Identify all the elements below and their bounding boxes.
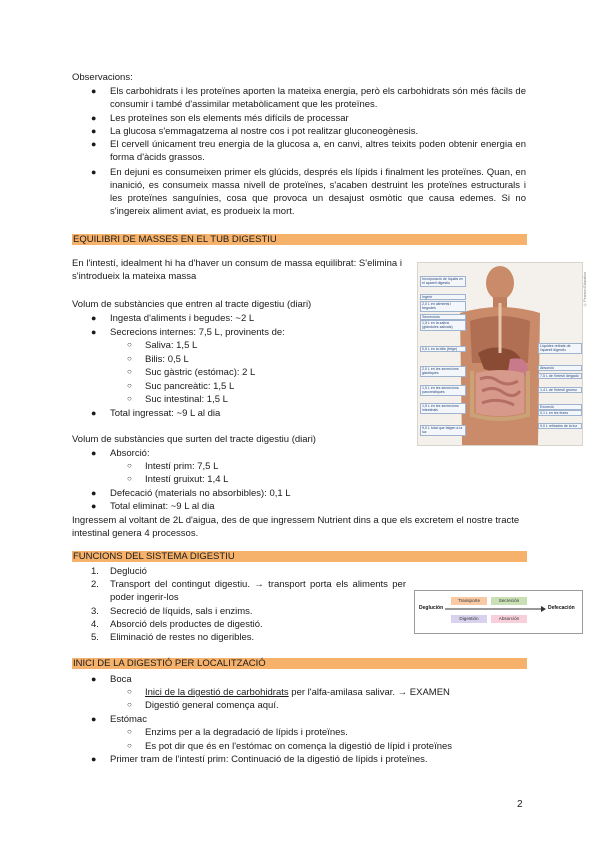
entrada-title: Volum de substàncies que entren al tracte digestiu (diari) bbox=[72, 299, 312, 310]
bullet-dot: ● bbox=[91, 113, 97, 123]
observacio-4: El cervell únicament treu energia de la glucosa a, en canvi, altres teixits poden obtenir energia en forma d'àcids grassos. bbox=[110, 139, 526, 163]
list-number: 2. bbox=[91, 579, 99, 590]
saliva-item: Saliva: 1,5 L bbox=[145, 340, 198, 351]
section1-intro: En l'intestí, idealment hi ha d'haver un consum de massa equilibrat: S'elimina i s'introdueix la mateixa massa bbox=[72, 258, 402, 282]
bullet-dot: ● bbox=[91, 501, 97, 511]
section-heading-inici: INICI DE LA DIGESTIÓ PER LOCALITZACIÓ bbox=[72, 658, 527, 669]
suc-pancreatic-item: Suc pancreàtic: 1,5 L bbox=[145, 381, 235, 392]
boca-sub-2: Digestió general comença aquí. bbox=[145, 700, 279, 711]
estomac-item: Estómac bbox=[110, 714, 147, 725]
diagram-label-right: Defecación bbox=[548, 605, 575, 611]
diagram-label-left: Deglución bbox=[419, 605, 444, 611]
bullet-circle: ○ bbox=[127, 354, 132, 363]
diagram-box-absorcion: Absorción bbox=[491, 615, 527, 623]
estomac-sub-2: Es pot dir que és en l'estómac on comença la digestió de lípid i proteïnes bbox=[145, 741, 453, 752]
digestive-system-figure bbox=[417, 262, 583, 446]
observacions-title: Observacions: bbox=[72, 72, 133, 83]
funcio-1: Deglució bbox=[110, 566, 147, 577]
boca-sub-1-underlined: Inici de la digestió de carbohidrats bbox=[145, 687, 289, 698]
fig-label-total-out: 9,0 L retirados de la luz bbox=[538, 423, 582, 429]
observacio-1: Els carbohidrats i les proteïnes aporten la mateixa energia, però els carbohidrats són més fàcils de consumir i també d'assimilar metabòlicament que les proteïnes. bbox=[110, 86, 526, 110]
bullet-circle: ○ bbox=[127, 700, 132, 709]
diagram-box-digestion: Digestión bbox=[451, 615, 487, 623]
observacio-3: La glucosa s'emmagatzema al nostre cos i pot realitzar gluconeogènesis. bbox=[110, 126, 419, 137]
suc-intestinal-item: Suc intestinal: 1,5 L bbox=[145, 394, 228, 405]
funcio-4: Absorció dels productes de digestió. bbox=[110, 619, 263, 630]
fig-label-excrecio: Excreció bbox=[538, 404, 582, 410]
fig-label-secrecions: Secrecions bbox=[420, 314, 466, 320]
section-heading-equilibri: EQUILIBRI DE MASSES EN EL TUB DIGESTIU bbox=[72, 234, 527, 245]
list-number: 5. bbox=[91, 632, 99, 643]
absorcio-item: Absorció: bbox=[110, 448, 150, 459]
list-number: 3. bbox=[91, 606, 99, 617]
bullet-dot: ● bbox=[91, 139, 97, 149]
figure-credit: © Pearson Education bbox=[583, 272, 587, 307]
total-ingressat: Total ingressat: ~9 L al dia bbox=[110, 408, 221, 419]
bullet-dot: ● bbox=[91, 754, 97, 764]
bullet-circle: ○ bbox=[127, 741, 132, 750]
boca-item: Boca bbox=[110, 674, 132, 685]
observacio-5: En dejuni es consumeixen primer els glúcids, després els lípids i finalment les proteïnes. Quan, en inanició, es consumeix massa nivell de proteïnes, s'acaben destruint les proteïnes estructurals i les proteïnes sanguínies, cosa que provoca un desajust osmòtic que causa edemes. Si no s'ingereix aliment aviat, es produeix la mort. bbox=[110, 167, 526, 217]
digestive-process-diagram bbox=[414, 590, 583, 634]
diagram-box-transporte: Transporte bbox=[451, 597, 487, 605]
estomac-sub-1: Enzims per a la degradació de lípids i proteïnes. bbox=[145, 727, 348, 738]
bullet-circle: ○ bbox=[127, 394, 132, 403]
bullet-dot: ● bbox=[91, 448, 97, 458]
bullet-circle: ○ bbox=[127, 340, 132, 349]
bullet-circle: ○ bbox=[127, 727, 132, 736]
bullet-circle: ○ bbox=[127, 461, 132, 470]
fig-label-absorcio: Absorció bbox=[538, 365, 582, 371]
fig-label-pancreatiques: 1,5 L en les secrecions pancreàtiques bbox=[420, 385, 466, 396]
bullet-circle: ○ bbox=[127, 381, 132, 390]
intesti-gruixut-item: Intestí gruixut: 1,4 L bbox=[145, 474, 229, 485]
sortida-title: Volum de substàncies que surten del tracte digestiu (diari) bbox=[72, 434, 316, 445]
list-number: 1. bbox=[91, 566, 99, 577]
total-eliminat: Total eliminat: ~9 L al dia bbox=[110, 501, 215, 512]
torso-illustration bbox=[418, 263, 582, 445]
boca-sub-1 bbox=[145, 686, 525, 699]
defecacio-item: Defecació (materials no absorbibles): 0,1 L bbox=[110, 488, 291, 499]
funcio-3: Secreció de líquids, sals i enzims. bbox=[110, 606, 253, 617]
section-heading-funcions: FUNCIONS DEL SISTEMA DIGESTIU bbox=[72, 551, 527, 562]
bullet-dot: ● bbox=[91, 327, 97, 337]
fig-label-incorporacio: Incorporació de líquids en el aparell digestiu bbox=[420, 276, 466, 287]
fig-label-delgado: 7,5 L de l'intestí delgado bbox=[538, 373, 582, 379]
fig-label-grueso: 1,4 L de l'intestí grueso bbox=[538, 387, 582, 393]
boca-sub-1-rest: per l'alfa-amilasa salivar. → EXAMEN bbox=[288, 687, 450, 698]
fig-label-total-in: 9,0 L total que faigen a la luz bbox=[420, 425, 466, 436]
fig-label-intestinals: 1,5 L en les secrecions intestinals bbox=[420, 403, 466, 414]
fig-label-aliments: 2,0 L en aliments i begudes bbox=[420, 301, 466, 312]
fig-label-gastriques: 2,0 L en les secrecions gàstriques bbox=[420, 366, 466, 377]
bullet-dot: ● bbox=[91, 674, 97, 684]
bullet-dot: ● bbox=[91, 126, 97, 136]
suc-gastric-item: Suc gàstric (estómac): 2 L bbox=[145, 367, 256, 378]
intesti-item: Primer tram de l'intestí prim: Continuació de la digestió de lípids i proteïnes. bbox=[110, 754, 428, 765]
observacio-2: Les proteïnes son els elements més difícils de processar bbox=[110, 113, 349, 124]
page-number: 2 bbox=[517, 799, 523, 810]
list-number: 4. bbox=[91, 619, 99, 630]
diagram-box-secrecion: Secreción bbox=[491, 597, 527, 605]
ingesta-item: Ingesta d'aliments i begudes: ~2 L bbox=[110, 313, 255, 324]
funcio-5: Eliminació de restes no digeribles. bbox=[110, 632, 255, 643]
bilis-item: Bilis: 0,5 L bbox=[145, 354, 189, 365]
fig-label-saliva: 1,5 L en la saliva (glàndules salivals) bbox=[420, 320, 466, 331]
bullet-circle: ○ bbox=[127, 687, 132, 696]
fig-label-retirats: Líquides retirats de l'aparell digestiu bbox=[538, 343, 582, 354]
bullet-dot: ● bbox=[91, 488, 97, 498]
bullet-dot: ● bbox=[91, 86, 97, 96]
intesti-prim-item: Intestí prim: 7,5 L bbox=[145, 461, 219, 472]
bullet-circle: ○ bbox=[127, 474, 132, 483]
bullet-circle: ○ bbox=[127, 367, 132, 376]
fig-label-ingerir: Ingerir bbox=[420, 294, 466, 300]
fig-label-bilis: 0,5 L en la bilis (fetge) bbox=[420, 346, 466, 352]
bullet-dot: ● bbox=[91, 714, 97, 724]
bullet-dot: ● bbox=[91, 408, 97, 418]
bullet-dot: ● bbox=[91, 313, 97, 323]
secrecions-item: Secrecions internes: 7,5 L, provinents de: bbox=[110, 327, 285, 338]
funcio-2: Transport del contingut digestiu. → transport porta els aliments per poder ingerir-los bbox=[110, 579, 406, 603]
section1-closing: Ingressem al voltant de 2L d'aigua, des de que ingressem Nutrient dins a que els excretem el nostre tracte intestinal genera 4 processos. bbox=[72, 515, 520, 539]
bullet-dot: ● bbox=[91, 167, 97, 177]
fig-label-fezes: 0,1 L en les fezes bbox=[538, 410, 582, 416]
